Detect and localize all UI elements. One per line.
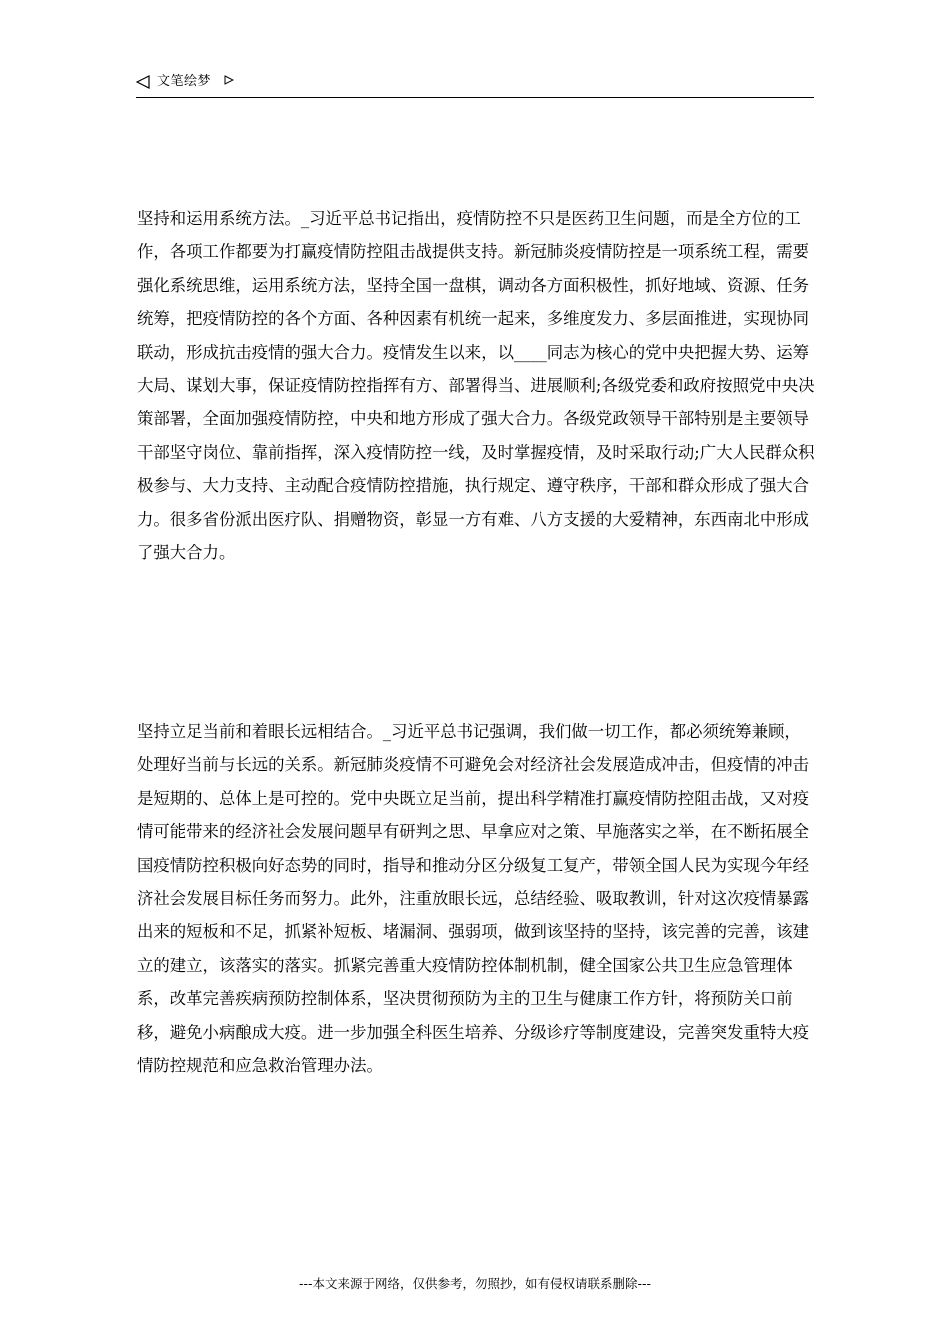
triangle-left-outline-icon [136, 75, 150, 89]
body-paragraph: 坚持立足当前和着眼长远相结合。_习近平总书记强调，我们做一切工作，都必须统筹兼顾，处理好当前与长远的关系。新冠肺炎疫情不可避免会对经济社会发展造成冲击，但疫情的冲击是短期的、总体上是可控的。党中央既立足当前，提出科学精准打赢疫情防控阻击战，又对疫情可能带来的经济社会发展问题早有研判之思、早拿应对之策、早施落实之举，在不断拓展全国疫情防控积极向好态势的同时，指导和推动分区分级复工复产，带领全国人民为实现今年经济社会发展目标任务而努力。此外，注重放眼长远，总结经验、吸取教训，针对这次疫情暴露出来的短板和不足，抓紧补短板、堵漏洞、强弱项，做到该坚持的坚持，该完善的完善，该建立的建立，该落实的落实。抓紧完善重大疫情防控体制机制，健全国家公共卫生应急管理体系，改革完善疾病预防控制体系，坚决贯彻预防为主的卫生与健康工作方针，将预防关口前移，避免小病酿成大疫。进一步加强全科医生培养、分级诊疗等制度建设，完善突发重特大疫情防控规范和应急救治管理办法。 [137, 722, 810, 1076]
footer-disclaimer: ---本文来源于网络，仅供参考，勿照抄，如有侵权请联系删除--- [298, 1276, 652, 1291]
body-paragraph: 坚持和运用系统方法。_习近平总书记指出，疫情防控不只是医药卫生问题，而是全方位的工作，各项工作都要为打赢疫情防控阻击战提供支持。新冠肺炎疫情防控是一项系统工程，需要强化系统思维，运用系统方法，坚持全国一盘棋，调动各方面积极性，抓好地域、资源、任务统筹，把疫情防控的各个方面、各种因素有机统一起来，多维度发力、多层面推进，实现协同联动，形成抗击疫情的强大合力。疫情发生以来，以____同志为核心的党中央把握大势、运筹大局、谋划大事，保证疫情防控指挥有方、部署得当、进展顺利;各级党委和政府按照党中央决策部署，全面加强疫情防控，中央和地方形成了强大合力。各级党政领导干部特别是主要领导干部坚守岗位、靠前指挥，深入疫情防控一线，及时掌握疫情，及时采取行动;广大人民群众积极参与、大力支持、主动配合疫情防控措施，执行规定、遵守秩序，干部和群众形成了强大合力。很多省份派出医疗队、捐赠物资，彰显一方有难、八方支援的大爱精神，东西南北中形成了强大合力。 [137, 209, 815, 563]
triangle-right-outline-icon [224, 75, 234, 85]
header-title: 文笔绘梦 [157, 74, 212, 89]
page-header [136, 72, 814, 98]
